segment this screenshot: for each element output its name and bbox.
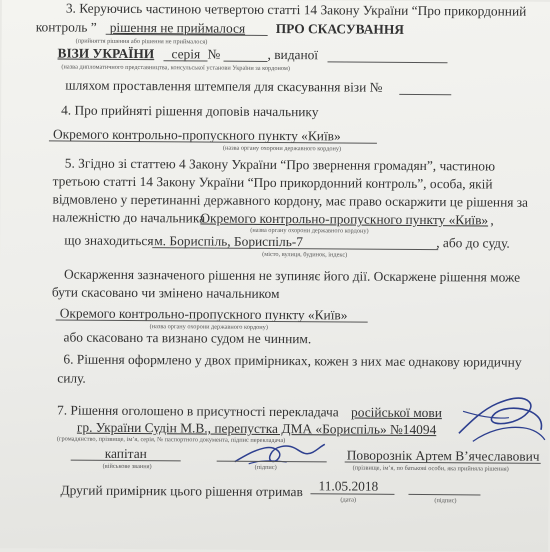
p3-title: ПРО СКАСУВАННЯ — [275, 20, 405, 37]
p3-visa-series: серія — [171, 46, 201, 62]
copy-received-text: Другий примірник цього рішення отримав — [60, 482, 303, 500]
officer-name-line — [345, 461, 541, 463]
p3-series-line — [163, 60, 207, 61]
p3-line2-prefix: контроль ” — [35, 19, 97, 35]
appeal-line2: бути скасовано чи змінено начальником — [51, 284, 280, 302]
p3-visa-label: ВІЗИ УКРАЇНИ — [57, 45, 155, 62]
p3-visa-number: № — [207, 46, 221, 62]
rank-caption: (військове звання) — [102, 462, 152, 471]
p5-line5-prefix: що знаходиться — [64, 232, 154, 249]
copy-received-date: 11.05.2018 — [318, 478, 379, 494]
rank-line — [71, 460, 181, 462]
p5-caption1: (назва органу охорони державного кордону) — [250, 226, 369, 235]
p4-value: Окремого контрольно-пропускного пункту «Київ» — [52, 126, 341, 144]
p5-line4-suffix: , — [490, 212, 494, 228]
p3-line1: 3. Керуючись частиною четвертою статті 14 Закону України “Про прикордонний — [65, 0, 527, 19]
officer-signature — [231, 438, 327, 472]
p5-line4-prefix: належністю до начальника — [52, 209, 206, 226]
p3-decision-line — [106, 34, 268, 36]
p4-caption: (назва органу охорони державного кордону) — [222, 144, 342, 153]
translator-signature — [453, 381, 549, 452]
p7-line1-value: російської мови — [350, 404, 442, 421]
copy-signature-caption: (підпис) — [434, 497, 457, 505]
p5-line4-value: Окремого контрольно-пропускного пункту «Київ» — [200, 210, 489, 228]
copy-signature-line — [408, 494, 480, 496]
appeal-caption: (назва органу охорони державного кордону) — [149, 323, 268, 331]
p3-number-line — [223, 61, 267, 62]
p7-line1-prefix: 7. Рішення оголошено в присутності перекладача — [56, 402, 339, 420]
copy-date-caption: (дата) — [340, 496, 357, 504]
p6-line2: силу. — [57, 370, 86, 386]
officer-signature-caption: (підпис) — [254, 463, 277, 472]
p3-stamp-line-blank — [399, 94, 451, 95]
p7-caption: (громадянство, прізвище, ім’я, серія, № паспортного документа, підпис перекладача) — [56, 435, 286, 445]
p5-address-line — [152, 247, 438, 250]
officer-name: Поворознік Артем В’ячеславович — [346, 447, 540, 464]
p5-line5-value: м. Бориспіль, Бориспіль-7 — [154, 233, 304, 250]
appeal-line1: Оскарження зазначеного рішення не зупиняє його дії. Оскаржене рішення може — [63, 266, 521, 285]
p6-line1: 6. Рішення оформлено у двох примірниках, кожен з них має однакову юридичну — [63, 351, 522, 370]
p7-line2-value: гр. України Судін М.В., перепустка ДМА «Бориспіль» №14094 — [76, 419, 437, 438]
officer-rank: капітан — [104, 445, 147, 462]
officer-name-caption: (прізвище, ім’я, по батькові особи, яка прийняла рішення) — [352, 464, 509, 473]
p5-caption2: (місто, вулиця, будинок, індекс) — [262, 250, 348, 259]
appeal-line3: або скасовано та визнано судом не чинним. — [63, 329, 312, 347]
copy-date-line — [310, 493, 394, 495]
p3-stamp-line: шляхом проставлення штемпеля для скасування візи № — [65, 77, 383, 95]
p3-caption2: (назва дипломатичного представництва, консульської установи України за кордоном) — [61, 63, 290, 73]
appeal-value: Окремого контрольно-пропускного пункту «Київ» — [59, 305, 348, 323]
p3-caption1: (прийняття рішення або рішення не приймалося) — [75, 37, 208, 46]
p3-issued-line — [327, 61, 447, 63]
p5-line5-suffix: , або до суду. — [436, 235, 510, 251]
p5-line2: третьою статті 14 Закону України “Про прикордонний контроль”, особа, якій — [52, 173, 493, 192]
p5-line3: відмовлено у перетинанні державного кордону, має право оскаржити це рішення за — [52, 191, 529, 210]
p3-visa-issued: , виданої — [267, 46, 319, 63]
p3-decision: рішення не приймалося — [109, 19, 246, 36]
p4-line1: 4. Про прийняті рішення доповів начальнику — [61, 102, 319, 120]
p5-line1: 5. Згідно зі статтею 4 Закону України “Про звернення громадян”, частиною — [64, 155, 496, 174]
